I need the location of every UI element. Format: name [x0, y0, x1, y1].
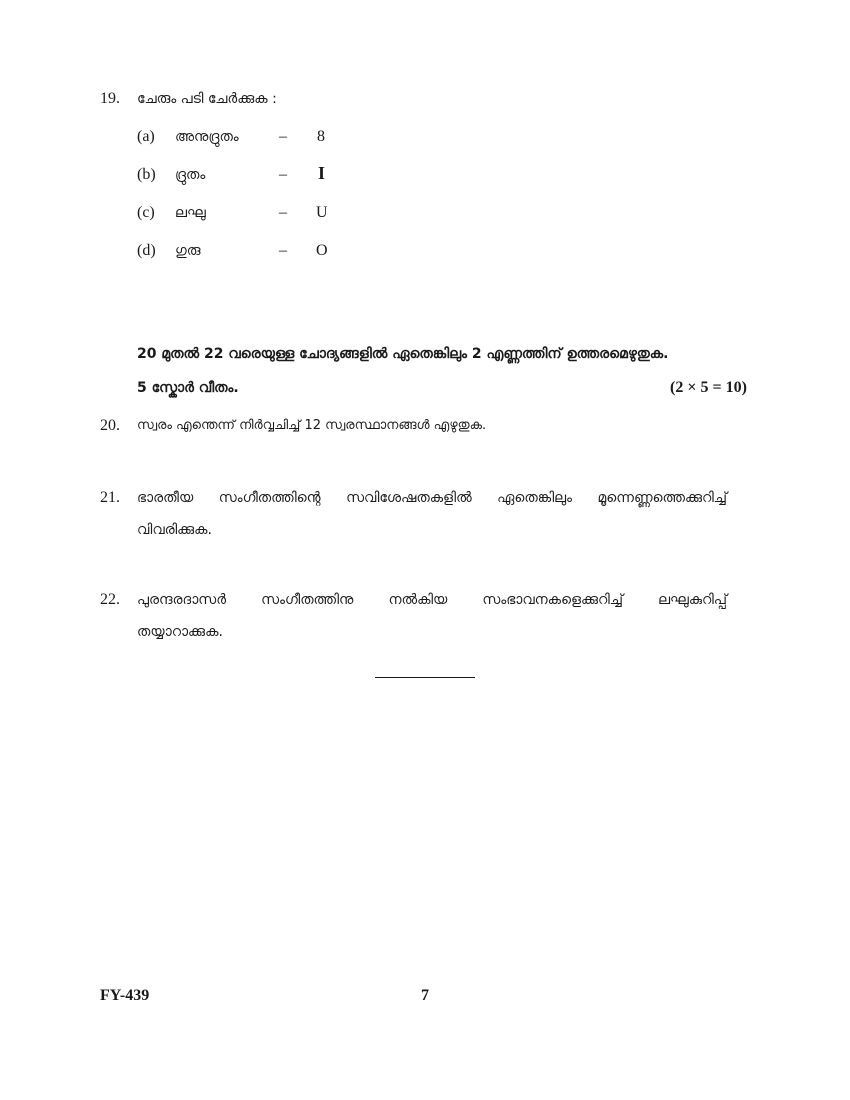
question-19-number: 19.: [100, 90, 120, 107]
row-term: ഗുരു: [175, 243, 201, 259]
question-22-number: 22.: [100, 591, 120, 608]
row-dash: –: [279, 166, 287, 183]
row-symbol: I: [318, 163, 326, 183]
question-21-number: 21.: [100, 489, 120, 506]
question-20-text: സ്വരം എന്തെന്ന് നിര്‍വ്വചിച്ച് 12 സ്വരസ്ഥാനങ്ങള്‍ എഴുതുക.: [137, 418, 487, 433]
section-marks-total: (2 × 5 = 10): [670, 379, 747, 396]
row-symbol: O: [316, 242, 328, 259]
question-22-line2: തയ്യാറാക്കുക.: [137, 624, 223, 640]
row-symbol: 8: [317, 128, 325, 145]
row-term: ദ്രുതം: [175, 167, 206, 183]
question-21-line2: വിവരിക്കുക.: [137, 522, 212, 538]
row-symbol: U: [316, 204, 328, 221]
row-letter: (d): [137, 242, 156, 259]
row-term: അനുദ്രുതം: [175, 129, 239, 145]
row-term: ലഘു: [175, 205, 206, 221]
row-letter: (c): [137, 204, 155, 221]
question-21-line1: ഭാരതീയ സംഗീതത്തിന്റെ സവിശേഷതകളില്‍ ഏതെങ്കിലും മൂന്നെണ്ണത്തെക്കുറിച്ച്: [137, 490, 727, 506]
question-19-text: ചേരും പടി ചേര്‍ക്കുക :: [137, 91, 277, 107]
row-dash: –: [279, 242, 287, 259]
footer-code: FY-439: [100, 987, 150, 1004]
section-instruction: 20 മുതല്‍ 22 വരെയുള്ള ചോദ്യങ്ങളില്‍ ഏതെങ്കിലും 2 എണ്ണത്തിന് ഉത്തരമെഴുതുക.: [137, 346, 669, 362]
page-number: 7: [421, 987, 429, 1004]
end-rule: [375, 677, 475, 678]
question-22-line1: പുരന്ദരദാസര്‍ സംഗീതത്തിനു നല്‍കിയ സംഭാവനകളെക്കുറിച്ച് ലഘുകുറിപ്പ്: [137, 592, 727, 608]
row-letter: (b): [137, 166, 156, 183]
question-20-number: 20.: [100, 417, 120, 434]
row-dash: –: [279, 128, 287, 145]
section-marks-note: 5 സ്കോര്‍ വീതം.: [137, 380, 239, 396]
row-dash: –: [279, 204, 287, 221]
row-letter: (a): [137, 128, 155, 145]
